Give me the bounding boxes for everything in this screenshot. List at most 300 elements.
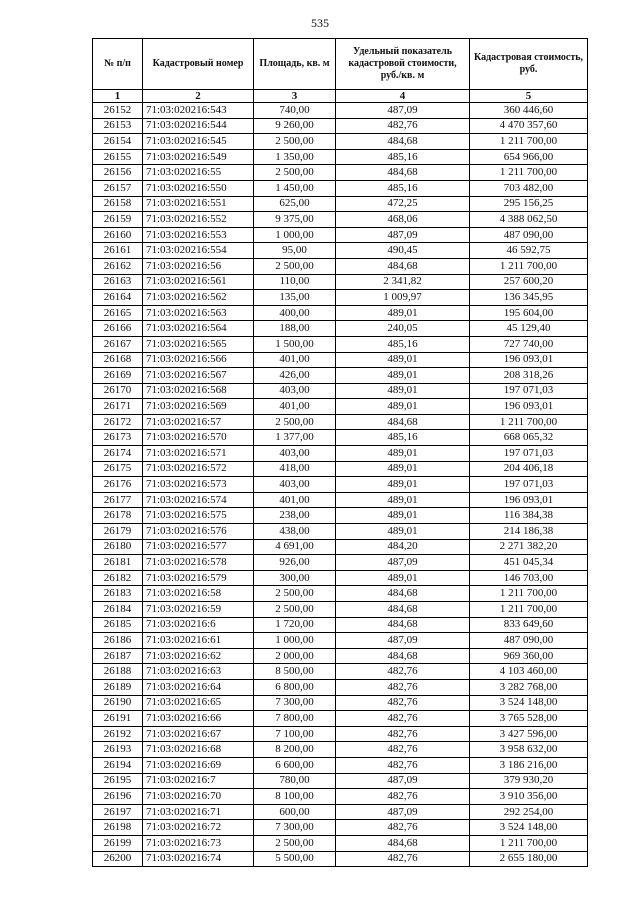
row-number-cell: 26168 [93, 352, 143, 368]
rate-cell: 485,16 [336, 149, 470, 165]
cadastral-number-cell: 71:03:020216:72 [143, 820, 254, 836]
cadastral-number-cell: 71:03:020216:553 [143, 227, 254, 243]
cadastral-number-cell: 71:03:020216:65 [143, 695, 254, 711]
cost-cell: 197 071,03 [470, 446, 588, 462]
area-cell: 2 000,00 [254, 648, 336, 664]
column-number: 3 [254, 90, 336, 103]
cost-cell: 727 740,00 [470, 336, 588, 352]
cadastral-number-cell: 71:03:020216:569 [143, 399, 254, 415]
cost-cell: 45 129,40 [470, 321, 588, 337]
cadastral-number-cell: 71:03:020216:71 [143, 804, 254, 820]
area-cell: 926,00 [254, 555, 336, 571]
row-number-cell: 26195 [93, 773, 143, 789]
table-row [93, 196, 588, 212]
row-number-cell: 26160 [93, 227, 143, 243]
cost-cell: 1 211 700,00 [470, 586, 588, 602]
area-cell: 2 500,00 [254, 414, 336, 430]
area-cell: 438,00 [254, 524, 336, 540]
cost-cell: 1 211 700,00 [470, 602, 588, 618]
table-row [93, 508, 588, 524]
row-number-cell: 26152 [93, 103, 143, 119]
cadastral-number-cell: 71:03:020216:568 [143, 383, 254, 399]
table-row [93, 368, 588, 384]
rate-cell: 482,76 [336, 820, 470, 836]
cadastral-number-cell: 71:03:020216:61 [143, 633, 254, 649]
cadastral-number-cell: 71:03:020216:59 [143, 602, 254, 618]
area-cell: 1 500,00 [254, 336, 336, 352]
table-row [93, 789, 588, 805]
cadastral-number-cell: 71:03:020216:68 [143, 742, 254, 758]
table-row [93, 726, 588, 742]
row-number-cell: 26188 [93, 664, 143, 680]
rate-cell: 489,01 [336, 305, 470, 321]
row-number-cell: 26167 [93, 336, 143, 352]
cadastral-number-cell: 71:03:020216:567 [143, 368, 254, 384]
rate-cell: 484,68 [336, 617, 470, 633]
cadastral-number-cell: 71:03:020216:573 [143, 477, 254, 493]
row-number-cell: 26185 [93, 617, 143, 633]
rate-cell: 487,09 [336, 103, 470, 119]
cadastral-number-cell: 71:03:020216:570 [143, 430, 254, 446]
rate-cell: 487,09 [336, 804, 470, 820]
cost-cell: 451 045,34 [470, 555, 588, 571]
area-cell: 7 100,00 [254, 726, 336, 742]
row-number-cell: 26153 [93, 118, 143, 134]
cadastral-number-cell: 71:03:020216:552 [143, 212, 254, 228]
table-row [93, 180, 588, 196]
area-cell: 1 350,00 [254, 149, 336, 165]
cost-cell: 195 604,00 [470, 305, 588, 321]
table-row [93, 742, 588, 758]
area-cell: 238,00 [254, 508, 336, 524]
area-cell: 418,00 [254, 461, 336, 477]
cost-cell: 379 930,20 [470, 773, 588, 789]
row-number-cell: 26176 [93, 477, 143, 493]
cadastral-number-cell: 71:03:020216:70 [143, 789, 254, 805]
rate-cell: 489,01 [336, 461, 470, 477]
column-number-row [93, 90, 588, 103]
rate-cell: 484,68 [336, 602, 470, 618]
table-row [93, 118, 588, 134]
cost-cell: 3 186 216,00 [470, 757, 588, 773]
cadastral-number-cell: 71:03:020216:561 [143, 274, 254, 290]
cadastral-number-cell: 71:03:020216:572 [143, 461, 254, 477]
rate-cell: 482,76 [336, 757, 470, 773]
rate-cell: 489,01 [336, 570, 470, 586]
table-row [93, 711, 588, 727]
cost-cell: 257 600,20 [470, 274, 588, 290]
cost-cell: 3 958 632,00 [470, 742, 588, 758]
cadastral-number-cell: 71:03:020216:64 [143, 679, 254, 695]
cost-cell: 2 271 382,20 [470, 539, 588, 555]
cost-cell: 197 071,03 [470, 477, 588, 493]
cost-cell: 3 282 768,00 [470, 679, 588, 695]
cadastral-number-cell: 71:03:020216:565 [143, 336, 254, 352]
area-cell: 1 720,00 [254, 617, 336, 633]
rate-cell: 240,05 [336, 321, 470, 337]
cadastral-number-cell: 71:03:020216:6 [143, 617, 254, 633]
rate-cell: 484,68 [336, 586, 470, 602]
cost-cell: 360 446,60 [470, 103, 588, 119]
rate-cell: 1 009,97 [336, 290, 470, 306]
row-number-cell: 26180 [93, 539, 143, 555]
row-number-cell: 26179 [93, 524, 143, 540]
rate-cell: 484,20 [336, 539, 470, 555]
area-cell: 135,00 [254, 290, 336, 306]
table-row [93, 835, 588, 851]
area-cell: 401,00 [254, 399, 336, 415]
page-number: 535 [311, 16, 329, 30]
cost-cell: 4 103 460,00 [470, 664, 588, 680]
area-cell: 2 500,00 [254, 602, 336, 618]
rate-cell: 468,06 [336, 212, 470, 228]
area-cell: 7 300,00 [254, 695, 336, 711]
row-number-cell: 26173 [93, 430, 143, 446]
rate-cell: 489,01 [336, 383, 470, 399]
column-number: 4 [336, 90, 470, 103]
row-number-cell: 26194 [93, 757, 143, 773]
row-number-cell: 26165 [93, 305, 143, 321]
cost-cell: 487 090,00 [470, 633, 588, 649]
cadastral-number-cell: 71:03:020216:578 [143, 555, 254, 571]
header-area: Площадь, кв. м [254, 39, 336, 90]
cadastral-number-cell: 71:03:020216:562 [143, 290, 254, 306]
table-row [93, 679, 588, 695]
table-row [93, 258, 588, 274]
row-number-cell: 26197 [93, 804, 143, 820]
row-number-cell: 26189 [93, 679, 143, 695]
table-row [93, 305, 588, 321]
row-number-cell: 26156 [93, 165, 143, 181]
cost-cell: 136 345,95 [470, 290, 588, 306]
row-number-cell: 26171 [93, 399, 143, 415]
area-cell: 403,00 [254, 446, 336, 462]
cost-cell: 1 211 700,00 [470, 414, 588, 430]
rate-cell: 489,01 [336, 446, 470, 462]
table-row [93, 757, 588, 773]
row-number-cell: 26184 [93, 602, 143, 618]
area-cell: 7 800,00 [254, 711, 336, 727]
cost-cell: 196 093,01 [470, 352, 588, 368]
rate-cell: 2 341,82 [336, 274, 470, 290]
rate-cell: 484,68 [336, 835, 470, 851]
table-row [93, 399, 588, 415]
cost-cell: 196 093,01 [470, 492, 588, 508]
cadastral-number-cell: 71:03:020216:56 [143, 258, 254, 274]
table-row [93, 477, 588, 493]
cadastral-table [92, 38, 588, 867]
area-cell: 4 691,00 [254, 539, 336, 555]
area-cell: 2 500,00 [254, 165, 336, 181]
cost-cell: 1 211 700,00 [470, 134, 588, 150]
area-cell: 2 500,00 [254, 586, 336, 602]
area-cell: 2 500,00 [254, 835, 336, 851]
area-cell: 5 500,00 [254, 851, 336, 867]
cost-cell: 1 211 700,00 [470, 165, 588, 181]
rate-cell: 489,01 [336, 508, 470, 524]
table-row [93, 227, 588, 243]
cost-cell: 208 318,26 [470, 368, 588, 384]
table-row [93, 602, 588, 618]
column-number: 5 [470, 90, 588, 103]
rate-cell: 484,68 [336, 165, 470, 181]
table-row [93, 633, 588, 649]
rate-cell: 482,76 [336, 789, 470, 805]
area-cell: 1 450,00 [254, 180, 336, 196]
rate-cell: 485,16 [336, 180, 470, 196]
row-number-cell: 26159 [93, 212, 143, 228]
cadastral-number-cell: 71:03:020216:554 [143, 243, 254, 259]
row-number-cell: 26190 [93, 695, 143, 711]
area-cell: 400,00 [254, 305, 336, 321]
table-row [93, 492, 588, 508]
cadastral-number-cell: 71:03:020216:563 [143, 305, 254, 321]
cost-cell: 3 910 356,00 [470, 789, 588, 805]
row-number-cell: 26196 [93, 789, 143, 805]
cadastral-number-cell: 71:03:020216:574 [143, 492, 254, 508]
row-number-cell: 26170 [93, 383, 143, 399]
table-row [93, 648, 588, 664]
cadastral-number-cell: 71:03:020216:551 [143, 196, 254, 212]
area-cell: 1 377,00 [254, 430, 336, 446]
area-cell: 426,00 [254, 368, 336, 384]
area-cell: 1 000,00 [254, 633, 336, 649]
table-row [93, 243, 588, 259]
table-row [93, 820, 588, 836]
cost-cell: 204 406,18 [470, 461, 588, 477]
row-number-cell: 26157 [93, 180, 143, 196]
rate-cell: 482,76 [336, 664, 470, 680]
rate-cell: 489,01 [336, 492, 470, 508]
cost-cell: 292 254,00 [470, 804, 588, 820]
cost-cell: 3 524 148,00 [470, 820, 588, 836]
rate-cell: 487,09 [336, 227, 470, 243]
table-row [93, 352, 588, 368]
row-number-cell: 26200 [93, 851, 143, 867]
rate-cell: 485,16 [336, 336, 470, 352]
row-number-cell: 26193 [93, 742, 143, 758]
rate-cell: 482,76 [336, 726, 470, 742]
table-row [93, 539, 588, 555]
cadastral-number-cell: 71:03:020216:576 [143, 524, 254, 540]
cost-cell: 197 071,03 [470, 383, 588, 399]
cost-cell: 146 703,00 [470, 570, 588, 586]
cost-cell: 3 524 148,00 [470, 695, 588, 711]
row-number-cell: 26163 [93, 274, 143, 290]
row-number-cell: 26161 [93, 243, 143, 259]
row-number-cell: 26172 [93, 414, 143, 430]
header-cadastral-number: Кадастровый номер [143, 39, 254, 90]
rate-cell: 487,09 [336, 773, 470, 789]
cadastral-number-cell: 71:03:020216:545 [143, 134, 254, 150]
cadastral-number-cell: 71:03:020216:549 [143, 149, 254, 165]
row-number-cell: 26177 [93, 492, 143, 508]
cost-cell: 295 156,25 [470, 196, 588, 212]
rate-cell: 484,68 [336, 414, 470, 430]
area-cell: 2 500,00 [254, 134, 336, 150]
table-row [93, 430, 588, 446]
column-number: 2 [143, 90, 254, 103]
table-row [93, 695, 588, 711]
row-number-cell: 26186 [93, 633, 143, 649]
cadastral-number-cell: 71:03:020216:7 [143, 773, 254, 789]
row-number-cell: 26154 [93, 134, 143, 150]
row-number-cell: 26166 [93, 321, 143, 337]
area-cell: 403,00 [254, 383, 336, 399]
area-cell: 8 200,00 [254, 742, 336, 758]
area-cell: 780,00 [254, 773, 336, 789]
table-row [93, 524, 588, 540]
rate-cell: 489,01 [336, 477, 470, 493]
area-cell: 188,00 [254, 321, 336, 337]
rate-cell: 484,68 [336, 134, 470, 150]
table-row [93, 586, 588, 602]
area-cell: 8 100,00 [254, 789, 336, 805]
table-row [93, 274, 588, 290]
cadastral-number-cell: 71:03:020216:544 [143, 118, 254, 134]
table-row [93, 414, 588, 430]
cost-cell: 1 211 700,00 [470, 258, 588, 274]
table-row [93, 773, 588, 789]
cost-cell: 1 211 700,00 [470, 835, 588, 851]
rate-cell: 482,76 [336, 679, 470, 695]
header-num: № п/п [93, 39, 143, 90]
area-cell: 110,00 [254, 274, 336, 290]
cadastral-number-cell: 71:03:020216:63 [143, 664, 254, 680]
cadastral-number-cell: 71:03:020216:575 [143, 508, 254, 524]
cadastral-number-cell: 71:03:020216:577 [143, 539, 254, 555]
table-row [93, 290, 588, 306]
rate-cell: 487,09 [336, 633, 470, 649]
cost-cell: 3 427 596,00 [470, 726, 588, 742]
table-row [93, 804, 588, 820]
cadastral-number-cell: 71:03:020216:543 [143, 103, 254, 119]
table-row [93, 664, 588, 680]
rate-cell: 489,01 [336, 368, 470, 384]
rate-cell: 487,09 [336, 555, 470, 571]
rate-cell: 484,68 [336, 258, 470, 274]
cadastral-number-cell: 71:03:020216:67 [143, 726, 254, 742]
area-cell: 6 600,00 [254, 757, 336, 773]
cadastral-number-cell: 71:03:020216:66 [143, 711, 254, 727]
rate-cell: 482,76 [336, 695, 470, 711]
area-cell: 625,00 [254, 196, 336, 212]
row-number-cell: 26183 [93, 586, 143, 602]
row-number-cell: 26175 [93, 461, 143, 477]
cost-cell: 654 966,00 [470, 149, 588, 165]
table-row [93, 617, 588, 633]
row-number-cell: 26158 [93, 196, 143, 212]
cost-cell: 116 384,38 [470, 508, 588, 524]
cost-cell: 487 090,00 [470, 227, 588, 243]
rate-cell: 482,76 [336, 851, 470, 867]
area-cell: 403,00 [254, 477, 336, 493]
rate-cell: 472,25 [336, 196, 470, 212]
cadastral-number-cell: 71:03:020216:57 [143, 414, 254, 430]
area-cell: 95,00 [254, 243, 336, 259]
cadastral-number-cell: 71:03:020216:73 [143, 835, 254, 851]
cadastral-number-cell: 71:03:020216:69 [143, 757, 254, 773]
table-body [93, 103, 588, 867]
area-cell: 8 500,00 [254, 664, 336, 680]
cadastral-number-cell: 71:03:020216:564 [143, 321, 254, 337]
cadastral-number-cell: 71:03:020216:55 [143, 165, 254, 181]
area-cell: 300,00 [254, 570, 336, 586]
cost-cell: 969 360,00 [470, 648, 588, 664]
cost-cell: 833 649,60 [470, 617, 588, 633]
table-row [93, 103, 588, 119]
area-cell: 7 300,00 [254, 820, 336, 836]
area-cell: 9 375,00 [254, 212, 336, 228]
cadastral-number-cell: 71:03:020216:74 [143, 851, 254, 867]
header-row [93, 39, 588, 90]
row-number-cell: 26164 [93, 290, 143, 306]
cadastral-number-cell: 71:03:020216:566 [143, 352, 254, 368]
table-row [93, 149, 588, 165]
cost-cell: 2 655 180,00 [470, 851, 588, 867]
row-number-cell: 26182 [93, 570, 143, 586]
cadastral-number-cell: 71:03:020216:58 [143, 586, 254, 602]
row-number-cell: 26192 [93, 726, 143, 742]
cost-cell: 196 093,01 [470, 399, 588, 415]
table-row [93, 851, 588, 867]
area-cell: 9 260,00 [254, 118, 336, 134]
header-cost: Кадастровая стоимость, руб. [470, 39, 588, 90]
rate-cell: 489,01 [336, 524, 470, 540]
row-number-cell: 26174 [93, 446, 143, 462]
area-cell: 401,00 [254, 492, 336, 508]
table-row [93, 383, 588, 399]
row-number-cell: 26199 [93, 835, 143, 851]
table-row [93, 321, 588, 337]
header-rate: Удельный показатель кадастровой стоимости, руб./кв. м [336, 39, 470, 90]
area-cell: 6 800,00 [254, 679, 336, 695]
row-number-cell: 26181 [93, 555, 143, 571]
cost-cell: 668 065,32 [470, 430, 588, 446]
cadastral-number-cell: 71:03:020216:579 [143, 570, 254, 586]
area-cell: 401,00 [254, 352, 336, 368]
area-cell: 2 500,00 [254, 258, 336, 274]
row-number-cell: 26169 [93, 368, 143, 384]
row-number-cell: 26191 [93, 711, 143, 727]
rate-cell: 482,76 [336, 118, 470, 134]
cadastral-number-cell: 71:03:020216:571 [143, 446, 254, 462]
rate-cell: 485,16 [336, 430, 470, 446]
column-number: 1 [93, 90, 143, 103]
row-number-cell: 26187 [93, 648, 143, 664]
area-cell: 600,00 [254, 804, 336, 820]
row-number-cell: 26162 [93, 258, 143, 274]
row-number-cell: 26178 [93, 508, 143, 524]
rate-cell: 484,68 [336, 648, 470, 664]
cadastral-number-cell: 71:03:020216:62 [143, 648, 254, 664]
cost-cell: 703 482,00 [470, 180, 588, 196]
area-cell: 740,00 [254, 103, 336, 119]
table-row [93, 446, 588, 462]
table-row [93, 212, 588, 228]
cost-cell: 4 388 062,50 [470, 212, 588, 228]
rate-cell: 490,45 [336, 243, 470, 259]
table-row [93, 336, 588, 352]
area-cell: 1 000,00 [254, 227, 336, 243]
row-number-cell: 26155 [93, 149, 143, 165]
row-number-cell: 26198 [93, 820, 143, 836]
table-row [93, 570, 588, 586]
table-row [93, 461, 588, 477]
rate-cell: 489,01 [336, 352, 470, 368]
cost-cell: 3 765 528,00 [470, 711, 588, 727]
cost-cell: 46 592,75 [470, 243, 588, 259]
